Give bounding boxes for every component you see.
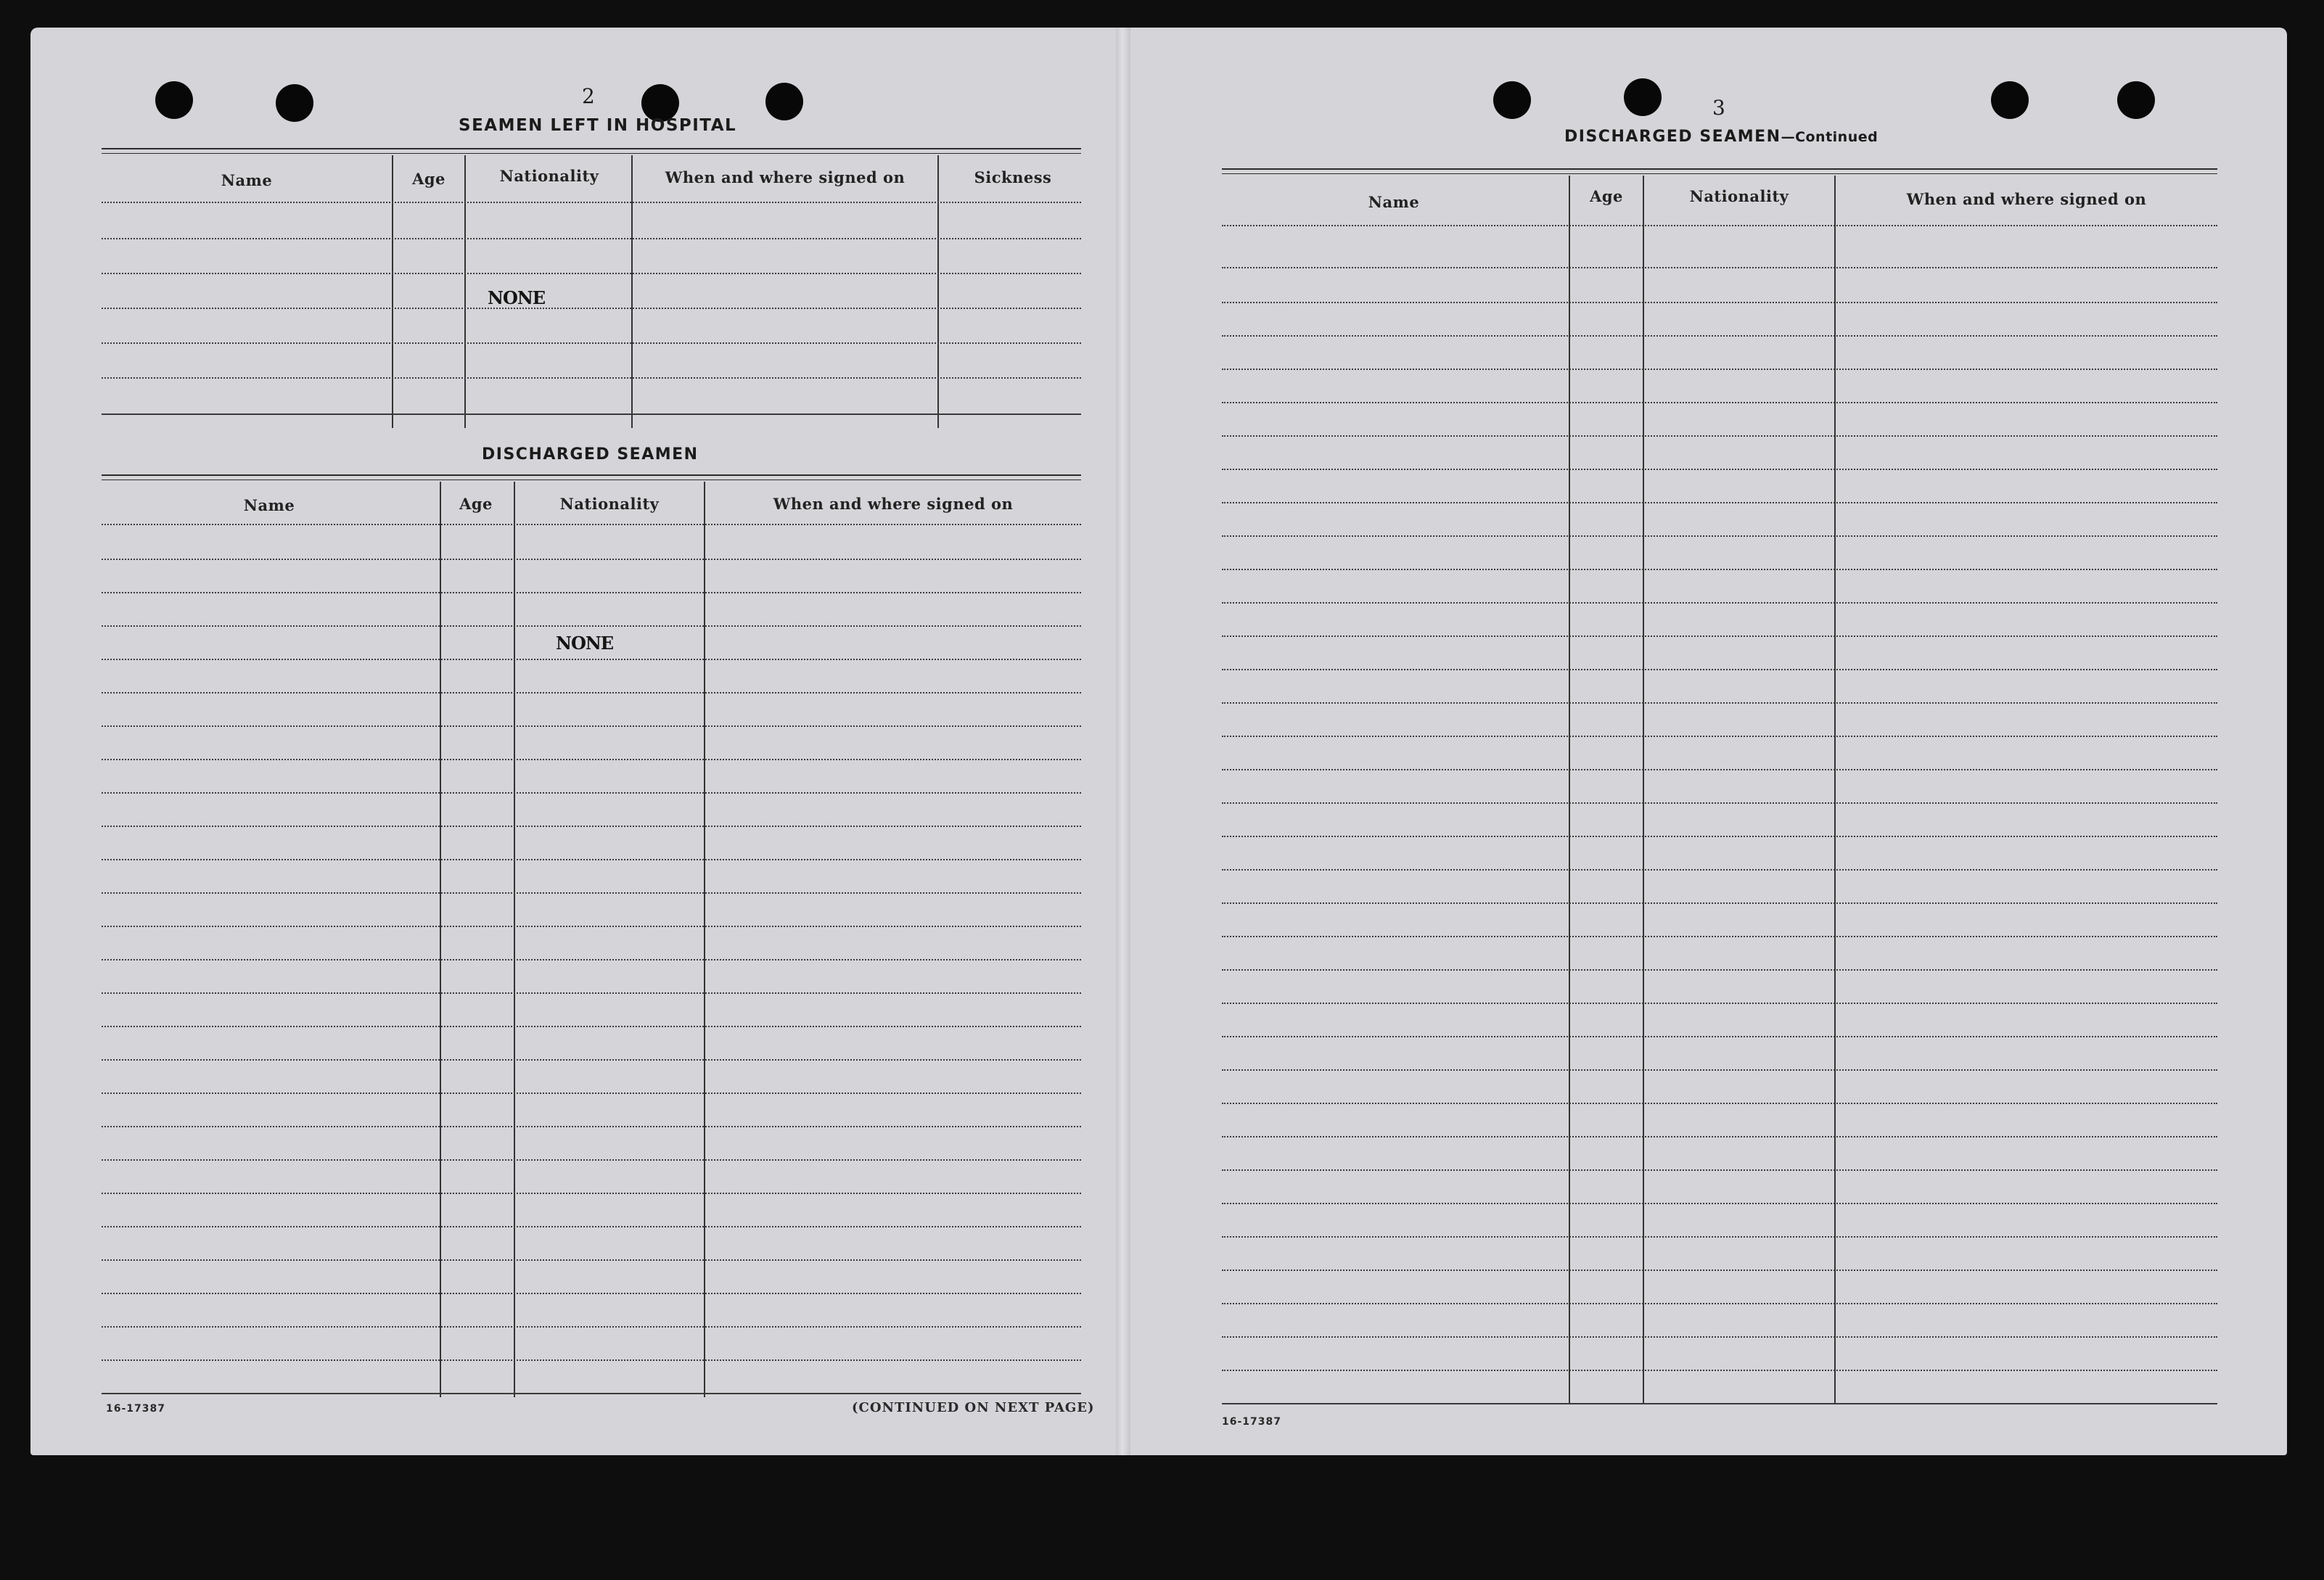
table-row — [1222, 702, 2217, 704]
column-header-name: Name — [243, 496, 295, 514]
discharged-section-title: DISCHARGED SEAMEN — [482, 445, 699, 464]
table-row — [1222, 1069, 2217, 1071]
table-row — [102, 1393, 1081, 1394]
punch-hole — [2117, 81, 2155, 119]
punch-hole — [765, 83, 803, 120]
table-row — [102, 692, 1081, 694]
column-header-age: Age — [1590, 187, 1623, 205]
table-row — [1222, 669, 2217, 670]
table-row — [1222, 267, 2217, 268]
page-fold — [1116, 28, 1130, 1455]
rule — [102, 153, 1081, 154]
table-row — [102, 625, 1081, 627]
table-row — [102, 1126, 1081, 1127]
discharged-rows — [102, 524, 1081, 1402]
table-row — [102, 1193, 1081, 1194]
table-row — [1222, 402, 2217, 403]
table-row — [102, 1293, 1081, 1294]
form-number: 16-17387 — [1222, 1416, 1281, 1428]
table-row — [102, 377, 1081, 379]
rule — [1222, 168, 2217, 170]
discharged-continued-title — [1564, 128, 1878, 146]
punch-hole — [1493, 81, 1531, 119]
none-stamp: NONE — [488, 287, 546, 308]
table-row — [1222, 1270, 2217, 1271]
table-row — [1222, 802, 2217, 804]
column-header-signed-on: When and where signed on — [1906, 190, 2147, 208]
table-row — [102, 959, 1081, 960]
table-row — [1222, 836, 2217, 837]
table-row — [102, 273, 1081, 274]
column-header-nationality: Nationality — [1689, 187, 1789, 205]
table-row — [102, 592, 1081, 593]
table-row — [102, 1093, 1081, 1094]
table-row — [1222, 469, 2217, 470]
hospital-section-title: SEAMEN LEFT IN HOSPITAL — [459, 116, 737, 135]
table-row — [1222, 1136, 2217, 1137]
table-row — [1222, 769, 2217, 770]
table-row — [102, 238, 1081, 239]
continued-note: (CONTINUED ON NEXT PAGE) — [852, 1400, 1095, 1415]
table-row — [1222, 635, 2217, 637]
page-number: 3 — [1712, 96, 1725, 120]
table-row — [1222, 1036, 2217, 1037]
column-header-signed-on: When and where signed on — [665, 168, 906, 186]
column-header-nationality: Nationality — [559, 495, 660, 513]
table-row — [102, 1326, 1081, 1328]
table-row — [102, 524, 1081, 525]
punch-hole — [1991, 81, 2029, 119]
table-row — [1222, 1103, 2217, 1104]
table-row — [102, 1259, 1081, 1261]
table-row — [1222, 502, 2217, 503]
table-row — [1222, 1403, 2217, 1404]
page-number: 2 — [582, 84, 595, 108]
table-row — [102, 342, 1081, 344]
table-row — [102, 1059, 1081, 1061]
table-row — [1222, 225, 2217, 226]
column-header-age: Age — [459, 495, 493, 513]
table-row — [102, 759, 1081, 760]
table-row — [102, 826, 1081, 827]
title-text: DISCHARGED SEAMEN — [1564, 128, 1781, 146]
discharged-continued-rows — [1222, 225, 2217, 1415]
rule — [1222, 173, 2217, 174]
table-row — [1222, 435, 2217, 437]
table-row — [1222, 335, 2217, 337]
table-row — [1222, 1336, 2217, 1338]
punch-hole — [1624, 78, 1662, 116]
table-row — [102, 859, 1081, 860]
column-header-signed-on: When and where signed on — [773, 495, 1014, 513]
table-row — [1222, 535, 2217, 537]
table-row — [102, 413, 1081, 415]
table-row — [102, 202, 1081, 203]
table-row — [1222, 1169, 2217, 1171]
table-row — [1222, 302, 2217, 303]
none-stamp: NONE — [556, 633, 614, 654]
rule — [102, 474, 1081, 476]
table-row — [102, 992, 1081, 994]
rule — [102, 148, 1081, 149]
table-row — [1222, 1303, 2217, 1304]
table-row — [102, 559, 1081, 560]
table-row — [102, 1226, 1081, 1227]
table-row — [1222, 1003, 2217, 1004]
column-header-nationality: Nationality — [499, 167, 599, 185]
table-row — [102, 725, 1081, 727]
punch-hole — [276, 84, 313, 122]
punch-hole — [155, 81, 193, 119]
column-header-age: Age — [412, 170, 445, 188]
table-row — [1222, 1203, 2217, 1204]
table-row — [1222, 902, 2217, 904]
table-row — [102, 792, 1081, 794]
column-header-name: Name — [221, 171, 273, 189]
table-row — [1222, 369, 2217, 370]
table-row — [1222, 969, 2217, 971]
column-header-name: Name — [1368, 193, 1420, 211]
table-row — [102, 926, 1081, 927]
table-row — [102, 308, 1081, 309]
table-row — [1222, 936, 2217, 937]
table-row — [102, 1026, 1081, 1027]
form-number: 16-17387 — [106, 1403, 165, 1415]
table-row — [1222, 569, 2217, 570]
table-row — [102, 1359, 1081, 1361]
hospital-rows — [102, 202, 1081, 434]
title-suffix: —Continued — [1781, 129, 1879, 145]
table-row — [1222, 1236, 2217, 1238]
table-row — [1222, 736, 2217, 737]
table-row — [102, 659, 1081, 660]
table-row — [1222, 602, 2217, 604]
table-row — [102, 1159, 1081, 1161]
table-row — [1222, 869, 2217, 871]
table-row — [1222, 1370, 2217, 1371]
column-header-sickness: Sickness — [974, 168, 1052, 186]
table-row — [102, 892, 1081, 894]
